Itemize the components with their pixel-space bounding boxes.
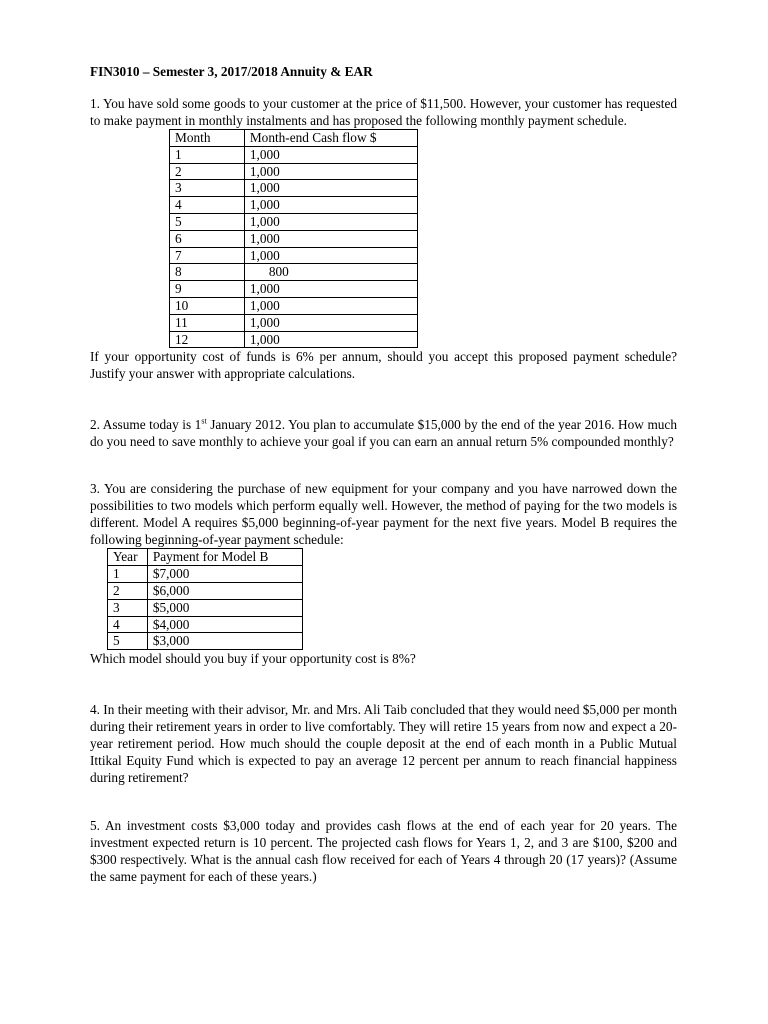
question-2-superscript: st [201,416,207,426]
table-cell-period: 1 [170,146,245,163]
table-cell-period: 10 [170,297,245,314]
table-cell-amount: 1,000 [244,247,417,264]
table-cell-amount: 1,000 [244,146,417,163]
table-row [108,582,303,599]
table-row [108,633,303,650]
table-cell-period: 11 [170,314,245,331]
table-cell-amount: $4,000 [147,616,302,633]
table-cell-amount: $6,000 [147,582,302,599]
question-2 [90,416,677,450]
question-5: 5. An investment costs $3,000 today and provides cash flows at the end of each year for 20 years. The investment expected return is 10 percent. The projected cash flows for Years 1, 2, and 3 are $100, $200 and $300 respectively. What is the annual cash flow received for each of Years 4 through 20 (17 years)? (Assume the same payment for each of these years.) [90,818,677,885]
table-row [170,314,418,331]
table-cell-amount: $7,000 [147,566,302,583]
table-header-payment: Payment for Model B [147,549,302,566]
table-cell-amount: 1,000 [244,230,417,247]
table-cell-amount: 1,000 [244,281,417,298]
table-row [170,180,418,197]
table-cell-period: 4 [170,197,245,214]
table-cell-amount: 800 [244,264,417,281]
table-cell-amount: 1,000 [244,197,417,214]
table-cell-period: 5 [108,633,148,650]
table-cell-period: 1 [108,566,148,583]
table-cell-amount: 1,000 [244,331,417,348]
table-row [170,197,418,214]
table-cell-period: 3 [170,180,245,197]
table-cell-amount: 1,000 [244,297,417,314]
table-cell-period: 2 [170,163,245,180]
table-cell-amount: 1,000 [244,314,417,331]
table-row [170,281,418,298]
table-cell-period: 3 [108,599,148,616]
table-header-row [108,549,303,566]
table-cell-period: 4 [108,616,148,633]
table-row [170,297,418,314]
table-row [108,599,303,616]
table-header-year: Year [108,549,148,566]
document-title: FIN3010 – Semester 3, 2017/2018 Annuity & EAR [90,64,373,79]
table-cell-period: 5 [170,213,245,230]
table-row [170,247,418,264]
table-row [170,213,418,230]
table-cell-period: 2 [108,582,148,599]
monthly-payment-table [169,129,418,348]
table-cell-period: 7 [170,247,245,264]
table-cell-period: 6 [170,230,245,247]
question-1-intro: 1. You have sold some goods to your customer at the price of $11,500. However, your customer has requested to make payment in monthly instalments and has proposed the following monthly payment schedule. [90,96,677,128]
question-1-outro: If your opportunity cost of funds is 6% per annum, should you accept this proposed payment schedule? Justify your answer with appropriate calculations. [90,349,677,382]
table-row [170,264,418,281]
question-2-text-end: January 2012. You plan to accumulate $15,000 by the end of the year 2016. How much do you need to save monthly to achieve your goal if you can earn an annual return 5% compounded monthly? [90,417,677,450]
table-row [108,566,303,583]
document-page [90,63,677,885]
question-3-intro: 3. You are considering the purchase of new equipment for your company and you have narrowed down the possibilities to two models which perform equally well. However, the method of paying for the two models is different. Model A requires $5,000 beginning-of-year payment for the next five years. Model B requires the following beginning-of-year payment schedule: [90,481,677,548]
table-row [170,331,418,348]
table-header-row [170,130,418,147]
table-row [170,230,418,247]
table-cell-amount: 1,000 [244,163,417,180]
table-cell-amount: 1,000 [244,180,417,197]
table-cell-period: 12 [170,331,245,348]
table-cell-period: 8 [170,264,245,281]
model-b-payment-table [107,548,303,650]
table-cell-amount: $3,000 [147,633,302,650]
question-4: 4. In their meeting with their advisor, Mr. and Mrs. Ali Taib concluded that they would need $5,000 per month during their retirement years in order to live comfortably. They will retire 15 years from now and expect a 20-year retirement period. How much should the couple deposit at the end of each month in a Public Mutual Ittikal Equity Fund which is expected to pay an average 12 percent per annum to reach financial happiness during retirement? [90,702,677,786]
table-header-month: Month [170,130,245,147]
table-row [108,616,303,633]
question-3-outro: Which model should you buy if your opportunity cost is 8%? [90,651,416,667]
table-row [170,146,418,163]
table-cell-amount: $5,000 [147,599,302,616]
table-cell-amount: 1,000 [244,213,417,230]
question-2-text-start: 2. Assume today is 1 [90,417,202,433]
table-header-cashflow: Month-end Cash flow $ [244,130,417,147]
table-cell-period: 9 [170,281,245,298]
table-row [170,163,418,180]
